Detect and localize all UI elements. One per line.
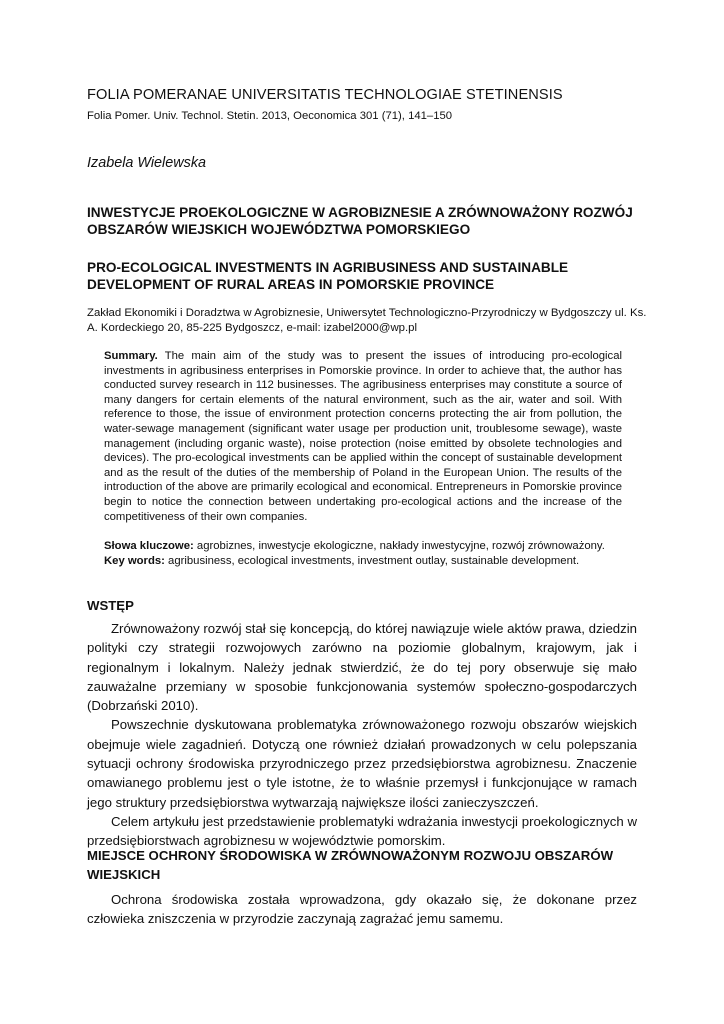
section-environment-body [87, 890, 637, 929]
abstract [104, 349, 622, 524]
paragraph: Celem artykułu jest przedstawienie problematyki wdrażania inwestycji proekologicznych w przedsiębiorstwach agrobiznesu w województwie pomorskim. [87, 813, 637, 849]
journal-citation: Folia Pomer. Univ. Technol. Stetin. 2013, Oeconomica 301 (71), 141–150 [87, 110, 453, 122]
author-name: Izabela Wielewska [87, 155, 207, 171]
title-english: PRO-ECOLOGICAL INVESTMENTS IN AGRIBUSINESS AND SUSTAINABLE DEVELOPMENT OF RURAL AREAS IN POMORSKIE PROVINCE [87, 260, 569, 292]
keywords-english-text: agribusiness, ecological investments, investment outlay, sustainable development. [168, 555, 580, 567]
paragraph: Zrównoważony rozwój stał się koncepcją, do której nawiązuje wiele aktów prawa, dziedzin polityki czy strategii rozwojowych zarówno na poziomie globalnym, krajowym, jak i regionalnym i lokalnym. Należy jednak stwierdzić, że do tej pory obserwuje się mało zauważalne przemiany w sposobie funkcjonowania systemów społeczno-gospodarczych (Dobrzański 2010). [87, 621, 637, 714]
section-introduction-body [87, 619, 637, 851]
keywords-english-label: Key words: [104, 555, 165, 567]
section-heading-introduction: WSTĘP [87, 598, 134, 613]
keywords-english [104, 554, 634, 569]
keywords-block [104, 539, 634, 569]
keywords-polish-text: agrobiznes, inwestycje ekologiczne, nakłady inwestycyjne, rozwój zrównoważony. [196, 540, 605, 552]
section-heading-environment: MIEJSCE OCHRONY ŚRODOWISKA W ZRÓWNOWAŻONYM ROZWOJU OBSZARÓW WIEJSKICH [87, 848, 614, 882]
abstract-label: Summary. [104, 350, 158, 362]
paragraph: Powszechnie dyskutowana problematyka zrównoważonego rozwoju obszarów wiejskich obejmuje wiele zagadnień. Dotyczą one również działań prowadzonych w celu polepszania sytuacji ochrony środowiska przyrodniczego przez przedsiębiorstwa agrobiznesu. Znaczenie omawianego problemu jest o tyle istotne, że to właśnie przemysł i funkcjonujące w ramach jego struktury przedsiębiorstwa wytwarzają największe ilości zanieczyszczeń. [87, 717, 637, 810]
keywords-polish-label: Słowa kluczowe: [104, 540, 194, 552]
title-polish: INWESTYCJE PROEKOLOGICZNE W AGROBIZNESIE A ZRÓWNOWAŻONY ROZWÓJ OBSZARÓW WIEJSKICH WOJEWÓDZTWA POMORSKIEGO [87, 205, 633, 237]
journal-title: FOLIA POMERANAE UNIVERSITATIS TECHNOLOGIAE STETINENSIS [87, 87, 563, 103]
keywords-polish [104, 539, 634, 554]
paragraph: Ochrona środowiska została wprowadzona, gdy okazało się, że dokonane przez człowieka zniszczenia w przyrodzie zaczynają zagrażać jemu samemu. [87, 892, 637, 927]
abstract-text: The main aim of the study was to present the issues of introducing pro-ecological investments in agribusiness enterprises in Pomorskie province. In order to achieve that, the author has conducted survey research in 112 businesses. The agribusiness enterprises may constitute a source of many dangers for certain elements of the natural environment, such as the air, water and soil. With reference to those, the issue of environment protection concerns protecting the air from pollution, the water-sewage management (significant water usage per production unit, troublesome sewage), waste management (including organic waste), noise protection (noise emitted by obsolete technologies and devices). The pro-ecological investments can be applied within the concept of sustainable development and as the result of the duties of the membership of Poland in the European Union. The results of the introduction of the above are primarily ecological and economical. Entrepreneurs in Pomorskie province begin to notice the connection between undertaking pro-ecological actions and the increase of the competitiveness of their own companies. [104, 350, 622, 523]
author-affiliation: Zakład Ekonomiki i Doradztwa w Agrobiznesie, Uniwersytet Technologiczno-Przyrodniczy w Bydgoszczy ul. Ks. A. Kordeckiego 20, 85-225 Bydgoszcz, e-mail: izabel2000@wp.pl [87, 307, 647, 334]
